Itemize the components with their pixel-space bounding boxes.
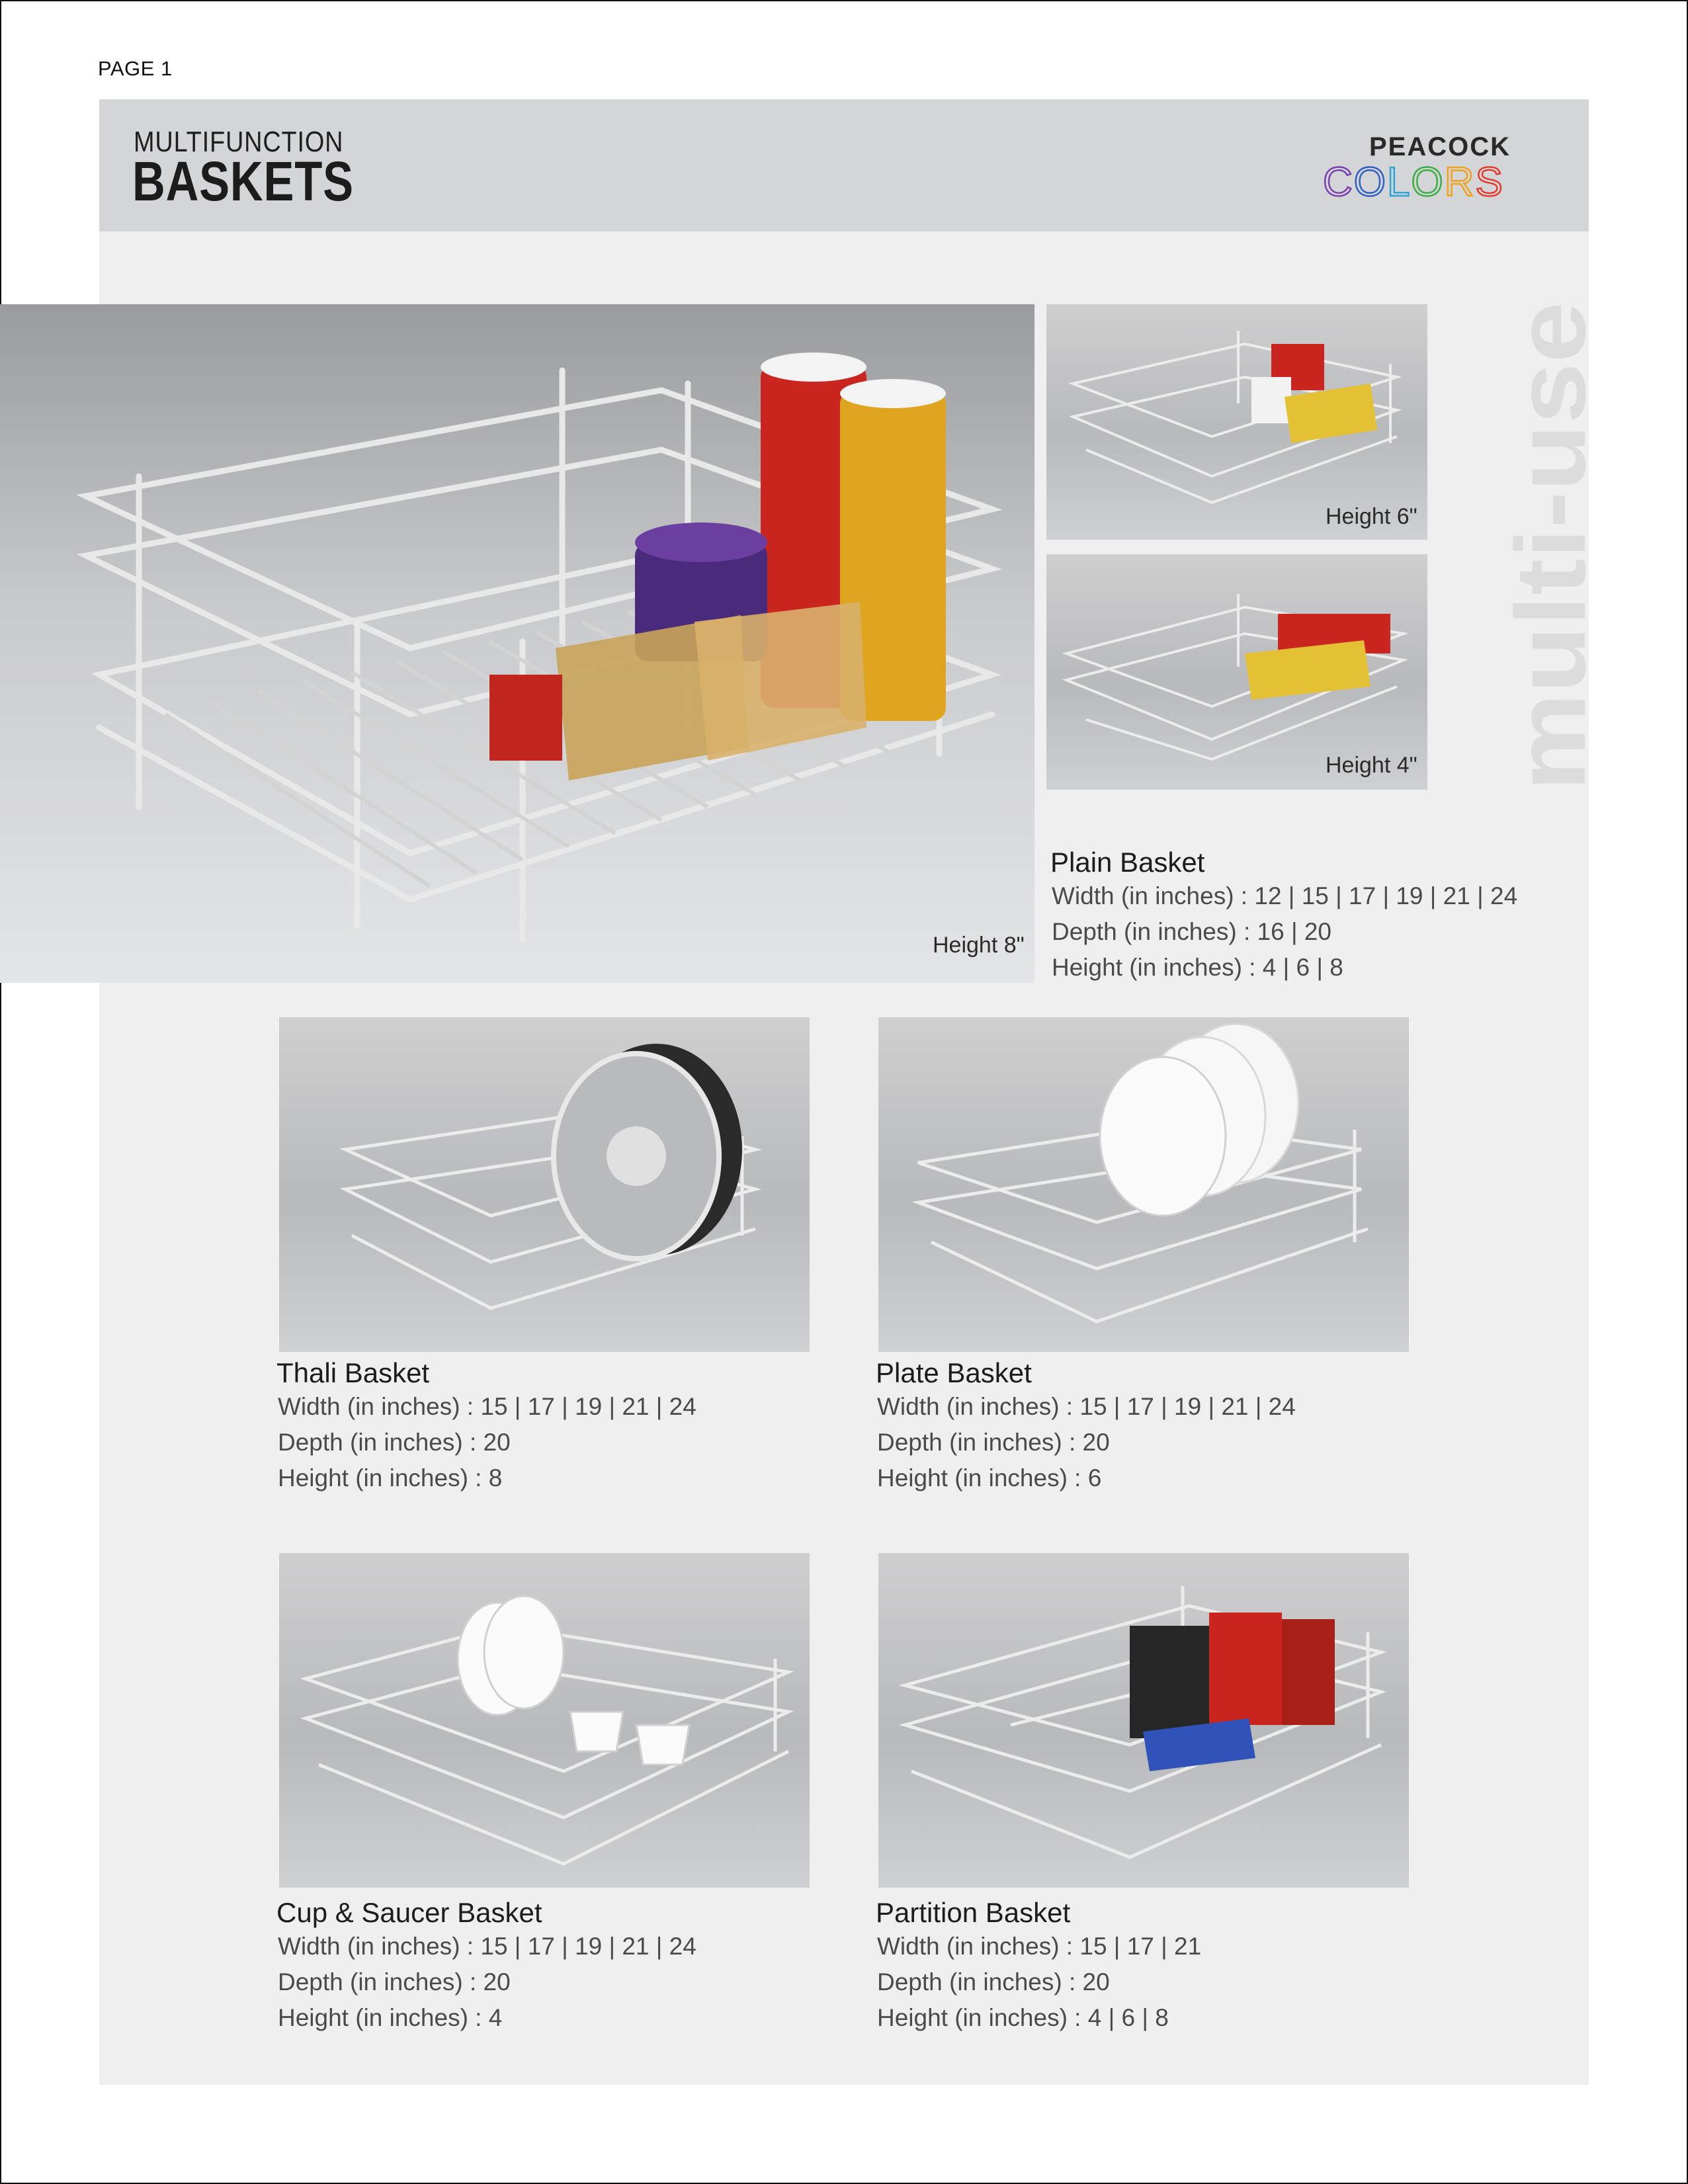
cup-saucer-basket-title: Cup & Saucer Basket bbox=[276, 1897, 542, 1928]
plain-basket-title: Plain Basket bbox=[1050, 847, 1205, 878]
plate-basket-title: Plate Basket bbox=[876, 1357, 1032, 1388]
plain-basket-width: Width (in inches) : 12 | 15 | 17 | 19 | 21 | 24 bbox=[1052, 882, 1518, 909]
plate-basket-depth: Depth (in inches) : 20 bbox=[877, 1429, 1110, 1456]
partition-basket-height: Height (in inches) : 4 | 6 | 8 bbox=[877, 2004, 1169, 2031]
partition-basket-title: Partition Basket bbox=[876, 1897, 1071, 1928]
thumb-6-height-label: Height 6" bbox=[1326, 504, 1417, 529]
title-small: MULTIFUNCTION bbox=[134, 126, 344, 158]
page-title: BASKETS bbox=[132, 150, 354, 212]
brand-name-top: PEACOCK bbox=[1369, 132, 1511, 161]
wire-basket-snacks-icon bbox=[0, 304, 1034, 983]
plain-basket-depth: Depth (in inches) : 16 | 20 bbox=[1052, 918, 1332, 945]
brand-colors-logo bbox=[1323, 159, 1504, 206]
partition-basket-photo bbox=[878, 1553, 1409, 1888]
thali-basket-depth: Depth (in inches) : 20 bbox=[278, 1429, 511, 1456]
cup-saucer-basket-photo bbox=[279, 1553, 810, 1888]
wire-basket-cups-icon bbox=[279, 1553, 810, 1888]
brand-letter-4: R bbox=[1444, 159, 1476, 205]
brand-letter-5: S bbox=[1475, 159, 1504, 205]
vertical-multi-use-word bbox=[1495, 295, 1606, 798]
wire-basket-thali-icon bbox=[279, 1017, 810, 1352]
partition-basket-width: Width (in inches) : 15 | 17 | 21 bbox=[877, 1933, 1202, 1960]
cup-saucer-basket-depth: Depth (in inches) : 20 bbox=[278, 1968, 511, 1995]
plain-basket-height: Height (in inches) : 4 | 6 | 8 bbox=[1052, 954, 1343, 981]
wire-basket-plates-icon bbox=[878, 1017, 1409, 1352]
cup-saucer-basket-width: Width (in inches) : 15 | 17 | 19 | 21 | 24 bbox=[278, 1933, 696, 1960]
brand-letter-3: O bbox=[1411, 159, 1445, 205]
svg-text:multi-use: multi-use bbox=[1495, 350, 1606, 791]
brand-letter-2: L bbox=[1387, 159, 1412, 205]
hero-height-label: Height 8" bbox=[933, 933, 1025, 958]
brand-letter-0: C bbox=[1323, 159, 1354, 205]
hero-basket-photo bbox=[0, 304, 1034, 983]
partition-basket-depth: Depth (in inches) : 20 bbox=[877, 1968, 1110, 1995]
plate-basket-height: Height (in inches) : 6 bbox=[877, 1464, 1102, 1491]
thali-basket-width: Width (in inches) : 15 | 17 | 19 | 21 | 24 bbox=[278, 1393, 696, 1420]
plate-basket-photo bbox=[878, 1017, 1409, 1352]
wire-basket-boxes-icon bbox=[878, 1553, 1409, 1888]
thali-basket-title: Thali Basket bbox=[276, 1357, 430, 1388]
brand-letter-1: O bbox=[1353, 159, 1388, 205]
cup-saucer-basket-height: Height (in inches) : 4 bbox=[278, 2004, 503, 2031]
page-label: PAGE 1 bbox=[98, 57, 173, 80]
thali-basket-photo bbox=[279, 1017, 810, 1352]
plate-basket-width: Width (in inches) : 15 | 17 | 19 | 21 | 24 bbox=[877, 1393, 1296, 1420]
thali-basket-height: Height (in inches) : 8 bbox=[278, 1464, 503, 1491]
thumb-4-height-label: Height 4" bbox=[1326, 753, 1417, 778]
